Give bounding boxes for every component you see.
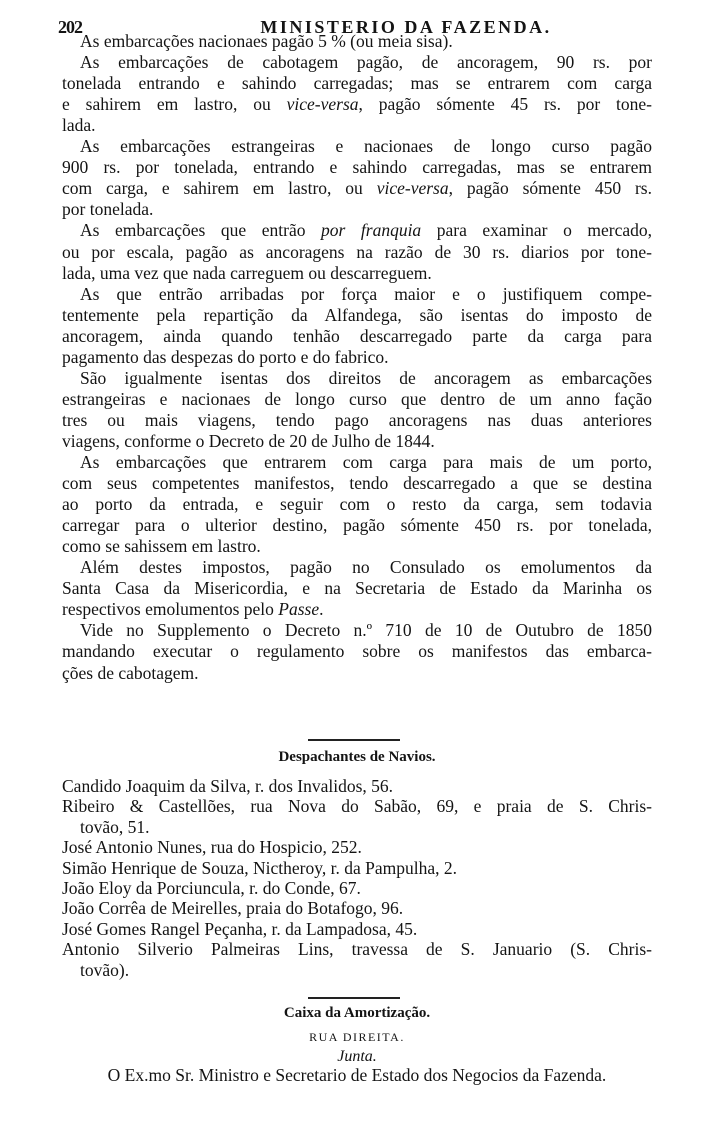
text-run: As que entrão arribadas por força maior e o justifiquem compe-: [80, 283, 652, 304]
text-line: [62, 494, 652, 515]
text-run: Ribeiro & Castellões, rua Nova do Sabão, 69, e praia de S. Chris-: [62, 796, 652, 817]
text-line: [80, 31, 652, 52]
italic-text-run: vice-versa: [286, 94, 359, 115]
section-heading-caixa: Caixa da Amortização.: [283, 1005, 431, 1021]
text-line: [80, 52, 652, 73]
text-run: As embarcações que entrão: [80, 220, 322, 241]
text-line: [62, 157, 652, 178]
list-item: [62, 837, 652, 858]
text-run: São igualmente isentas dos direitos de ancoragem as embarcações: [80, 367, 652, 388]
text-run: viagens, conforme o Decreto de 20 de Julho de 1844.: [62, 430, 435, 451]
list-item: [62, 878, 652, 899]
text-run: Antonio Silverio Palmeiras Lins, travessa de S. Januario (S. Chris-: [62, 939, 652, 960]
section-divider: [308, 997, 400, 999]
text-run: e sahirem em lastro, ou: [62, 94, 287, 115]
text-line: [62, 305, 652, 326]
text-line: [62, 94, 652, 115]
text-line: [62, 536, 652, 557]
text-line: [62, 347, 652, 368]
text-run: mandando executar o regulamento sobre os manifestos das embarca-: [62, 641, 652, 662]
text-run: lada, uma vez que nada carreguem ou descarreguem.: [62, 262, 432, 283]
text-run: ou por escala, pagão as ancoragens na razão de 30 rs. diarios por tone-: [62, 241, 652, 262]
text-run: As embarcações que entrarem com carga para mais de um porto,: [80, 452, 652, 472]
text-line: [62, 431, 652, 452]
text-run: com seus competentes manifestos, tendo descarregado a que se destina: [62, 473, 652, 494]
text-run: As embarcações nacionaes pagão 5 % (ou meia sisa).: [80, 31, 453, 51]
text-run: As embarcações de cabotagem pagão, de ancoragem, 90 rs. por: [80, 52, 652, 73]
text-line: [62, 242, 652, 263]
text-run: tres ou mais viagens, tendo pago ancoragens nas duas anteriores: [62, 409, 652, 430]
list-item: [80, 817, 652, 838]
italic-text-run: por franquia: [321, 220, 422, 241]
text-line: [62, 578, 652, 599]
list-item: [62, 939, 652, 960]
text-line: [62, 326, 652, 347]
text-run: pagamento das despezas do porto e do fabrico.: [62, 346, 389, 367]
text-run: José Antonio Nunes, rua do Hospicio, 252.: [62, 837, 362, 858]
list-item: [62, 796, 652, 817]
text-run: respectivos emolumentos pelo: [62, 599, 279, 620]
text-run: ções de cabotagem.: [62, 662, 199, 683]
text-line: [80, 284, 652, 305]
list-item: [62, 858, 652, 879]
list-item: [62, 776, 652, 797]
running-head: MINISTERIO DA FAZENDA.: [260, 17, 552, 37]
text-line: [80, 220, 652, 241]
text-run: como se sahissem em lastro.: [62, 536, 261, 557]
text-run: ao porto da entrada, e seguir com o resto da carga, sem todavia: [62, 494, 652, 515]
text-line: [80, 620, 652, 641]
text-line: [80, 557, 652, 578]
list-item: [62, 898, 652, 919]
text-run: João Eloy da Porciuncula, r. do Conde, 67.: [62, 878, 361, 898]
text-line: [62, 473, 652, 494]
text-run: para examinar o mercado,: [421, 220, 652, 241]
text-line: [62, 263, 652, 284]
text-run: José Gomes Rangel Peçanha, r. da Lampadosa, 45.: [62, 918, 418, 939]
text-line: [80, 452, 652, 473]
text-line: [62, 199, 652, 220]
text-run: ancoragem, ainda quando tenhão descarregado parte da carga para: [62, 325, 652, 346]
text-line: [62, 115, 652, 136]
text-run: Candido Joaquim da Silva, r. dos Invalidos, 56.: [62, 776, 394, 796]
junta-entry: O Ex.mo Sr. Ministro e Secretario de Estado dos Negocios da Fazenda.: [107, 1065, 607, 1085]
text-run: Santa Casa da Misericordia, e na Secretaria de Estado da Marinha os: [62, 578, 652, 599]
text-run: tovão, 51.: [80, 816, 150, 837]
text-line: [80, 136, 652, 157]
text-run: Além destes impostos, pagão no Consulado os emolumentos da: [80, 557, 652, 578]
text-line: [62, 599, 652, 620]
text-line: [62, 641, 652, 662]
text-run: carregar para o ulterior destino, pagão sómente 450 rs. por tonelada,: [62, 515, 652, 536]
text-line: [62, 410, 652, 431]
text-run: tentemente pela repartição da Alfandega, são isentas do imposto de: [62, 304, 652, 325]
section-heading-despachantes: Despachantes de Navios.: [278, 749, 436, 765]
junta-subheading: Junta.: [337, 1048, 377, 1065]
text-run: com carga, e sahirem em lastro, ou: [62, 178, 377, 199]
italic-text-run: Passe: [278, 599, 320, 620]
text-run: tovão).: [80, 959, 130, 980]
street-label: RUA DIREITA.: [309, 1030, 405, 1044]
text-line: [62, 389, 652, 410]
text-run: estrangeiras e nacionaes de longo curso que dentro de um anno fação: [62, 388, 652, 409]
text-line: [62, 73, 652, 94]
text-run: As embarcações estrangeiras e nacionaes de longo curso pagão: [80, 136, 652, 157]
text-run: tonelada entrando e sahindo carregadas; mas se entrarem com carga: [62, 73, 652, 94]
text-run: .: [319, 599, 324, 620]
text-run: por tonelada.: [62, 199, 154, 220]
text-run: Vide no Supplemento o Decreto n.º 710 de 10 de Outubro de 1850: [80, 620, 652, 641]
page-number: 202: [58, 17, 82, 37]
text-run: Simão Henrique de Souza, Nictheroy, r. da Pampulha, 2.: [62, 857, 457, 878]
text-run: , pagão sómente 450 rs.: [448, 178, 652, 199]
text-line: [62, 515, 652, 536]
text-run: lada.: [62, 115, 96, 136]
text-run: 900 rs. por tonelada, entrando e sahindo carregadas, mas se entrarem: [62, 157, 652, 178]
text-run: , pagão sómente 45 rs. por tone-: [358, 94, 652, 115]
list-item: [80, 960, 652, 981]
section-divider: [308, 739, 400, 741]
text-run: João Corrêa de Meirelles, praia do Botafogo, 96.: [62, 898, 404, 919]
text-line: [62, 178, 652, 199]
italic-text-run: vice-versa: [376, 178, 449, 199]
text-line: [62, 663, 652, 684]
list-item: [62, 919, 652, 940]
text-line: [80, 368, 652, 389]
